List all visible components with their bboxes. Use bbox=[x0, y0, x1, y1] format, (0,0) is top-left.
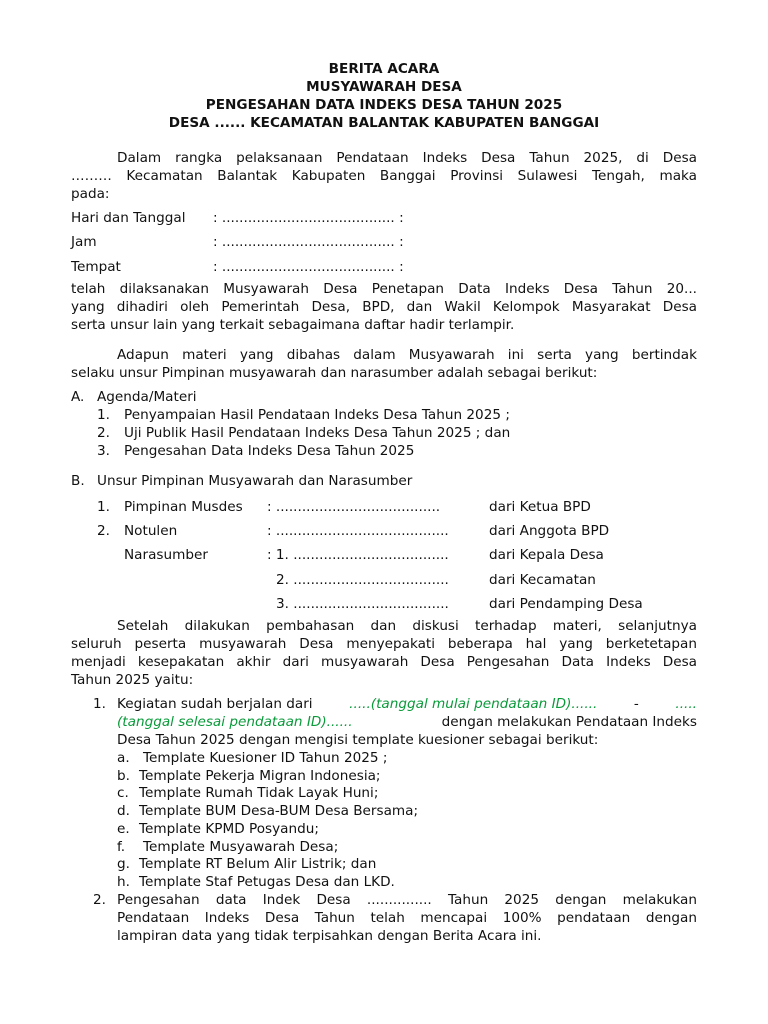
para2-line-2: yang dihadiri oleh Pemerintah Desa, BPD, dan Wakil Kelompok Masyarakat Desa bbox=[71, 299, 697, 315]
template-mark-b: b. bbox=[117, 768, 130, 784]
template-mark-a: a. bbox=[117, 750, 130, 766]
template-mark-d: d. bbox=[117, 803, 130, 819]
para4-line-4: Tahun 2025 yaitu: bbox=[71, 672, 194, 688]
unsur-label-pimpinan: Pimpinan Musdes bbox=[124, 499, 243, 515]
template-item-a: Template Kuesioner ID Tahun 2025 ; bbox=[143, 750, 388, 766]
agenda-item-3: Pengesahan Data Indeks Desa Tahun 2025 bbox=[124, 443, 415, 459]
agenda-num-3: 3. bbox=[97, 443, 110, 459]
template-mark-h: h. bbox=[117, 874, 130, 890]
unsur-label-narasumber: Narasumber bbox=[124, 547, 208, 563]
field-value-tempat: : ........................................ : bbox=[213, 259, 404, 275]
doc-title: BERITA ACARA bbox=[328, 61, 440, 77]
template-mark-c: c. bbox=[117, 785, 129, 801]
intro-line-3: pada: bbox=[71, 186, 110, 202]
tanggal-selesai-placeholder: (tanggal selesai pendataan ID)...... bbox=[117, 714, 353, 730]
agenda-num-2: 2. bbox=[97, 425, 110, 441]
decision-2-line-3: lampiran data yang tidak terpisahkan dengan Berita Acara ini. bbox=[117, 928, 542, 944]
template-item-h: Template Staf Petugas Desa dan LKD. bbox=[139, 874, 395, 890]
decision-1-line-3: Desa Tahun 2025 dengan mengisi template kuesioner sebagai berikut: bbox=[117, 732, 599, 748]
tanggal-selesai-dots: ..... bbox=[675, 696, 697, 712]
doc-subtitle-musdes: MUSYAWARAH DESA bbox=[306, 79, 462, 95]
para2-line-3: serta unsur lain yang terkait sebagaimana daftar hadir terlampir. bbox=[71, 317, 515, 333]
template-mark-e: e. bbox=[117, 821, 130, 837]
agenda-num-1: 1. bbox=[97, 407, 110, 423]
tanggal-mulai-placeholder: .....(tanggal mulai pendataan ID)...... bbox=[349, 696, 598, 712]
para2-line-1: telah dilaksanakan Musyawarah Desa Penetapan Data Indeks Desa Tahun 20... bbox=[71, 281, 697, 297]
section-b-title: Unsur Pimpinan Musyawarah dan Narasumber bbox=[97, 473, 413, 489]
unsur-num-1: 1. bbox=[97, 499, 110, 515]
field-label-tempat: Tempat bbox=[71, 259, 121, 275]
decision-1-pre: Kegiatan sudah berjalan dari bbox=[117, 696, 313, 712]
field-value-jam: : ........................................ : bbox=[213, 234, 404, 250]
decision-1-dash: - bbox=[633, 696, 639, 712]
unsur-source-narasumber-1: dari Kepala Desa bbox=[489, 547, 604, 563]
unsur-value-narasumber-3: 3. .................................... bbox=[276, 596, 449, 612]
unsur-value-pimpinan: : ...................................... bbox=[267, 499, 441, 515]
section-a-title: Agenda/Materi bbox=[97, 389, 197, 405]
template-item-f: Template Musyawarah Desa; bbox=[143, 839, 339, 855]
unsur-label-notulen: Notulen bbox=[124, 523, 178, 539]
template-item-c: Template Rumah Tidak Layak Huni; bbox=[139, 785, 379, 801]
decision-1-line-2 bbox=[117, 713, 697, 731]
decision-num-1: 1. bbox=[93, 696, 106, 712]
para3-line-2: selaku unsur Pimpinan musyawarah dan narasumber adalah sebagai berikut: bbox=[71, 365, 598, 381]
unsur-source-pimpinan: dari Ketua BPD bbox=[489, 499, 591, 515]
template-item-b: Template Pekerja Migran Indonesia; bbox=[139, 768, 381, 784]
decision-2-line-2: Pendataan Indeks Desa Tahun telah mencapai 100% pendataan dengan bbox=[117, 910, 697, 926]
unsur-source-notulen: dari Anggota BPD bbox=[489, 523, 610, 539]
intro-line-2: ……… Kecamatan Balantak Kabupaten Banggai Provinsi Sulawesi Tengah, maka bbox=[71, 168, 697, 184]
section-a-marker: A. bbox=[71, 389, 85, 405]
template-mark-f: f. bbox=[117, 839, 126, 855]
para4-line-3: menjadi kesepakatan akhir dari musyawarah Desa Pengesahan Data Indeks Desa bbox=[71, 654, 697, 670]
field-value-hari-tanggal: : ........................................ : bbox=[213, 210, 404, 226]
template-item-d: Template BUM Desa-BUM Desa Bersama; bbox=[139, 803, 419, 819]
field-label-hari-tanggal: Hari dan Tanggal bbox=[71, 210, 186, 226]
section-b-marker: B. bbox=[71, 473, 85, 489]
doc-subtitle-pengesahan: PENGESAHAN DATA INDEKS DESA TAHUN 2025 bbox=[205, 97, 563, 113]
template-item-e: Template KPMD Posyandu; bbox=[139, 821, 319, 837]
unsur-value-notulen: : ........................................ bbox=[267, 523, 449, 539]
intro-line-1: Dalam rangka pelaksanaan Pendataan Indeks Desa Tahun 2025, di Desa bbox=[117, 150, 697, 166]
field-label-jam: Jam bbox=[71, 234, 97, 250]
template-item-g: Template RT Belum Alir Listrik; dan bbox=[139, 856, 377, 872]
agenda-item-1: Penyampaian Hasil Pendataan Indeks Desa Tahun 2025 ; bbox=[124, 407, 510, 423]
doc-subtitle-location: DESA ...... KECAMATAN BALANTAK KABUPATEN BANGGAI bbox=[168, 115, 600, 131]
para4-line-1: Setelah dilakukan pembahasan dan diskusi terhadap materi, selanjutnya bbox=[117, 618, 697, 634]
para3-line-1: Adapun materi yang dibahas dalam Musyawarah ini serta yang bertindak bbox=[117, 347, 697, 363]
para4-line-2: seluruh peserta musyawarah Desa menyepakati beberapa hal yang berketetapan bbox=[71, 636, 697, 652]
decision-num-2: 2. bbox=[93, 892, 106, 908]
unsur-source-narasumber-2: dari Kecamatan bbox=[489, 572, 596, 588]
decision-1-post: dengan melakukan Pendataan Indeks bbox=[441, 714, 697, 730]
unsur-value-narasumber-2: 2. .................................... bbox=[276, 572, 449, 588]
agenda-item-2: Uji Publik Hasil Pendataan Indeks Desa Tahun 2025 ; dan bbox=[124, 425, 511, 441]
template-mark-g: g. bbox=[117, 856, 130, 872]
unsur-source-narasumber-3: dari Pendamping Desa bbox=[489, 596, 643, 612]
unsur-num-2: 2. bbox=[97, 523, 110, 539]
decision-2-line-1: Pengesahan data Indek Desa ............... Tahun 2025 dengan melakukan bbox=[117, 892, 697, 908]
unsur-value-narasumber-1: : 1. .................................... bbox=[267, 547, 449, 563]
decision-1-line-1 bbox=[117, 695, 697, 713]
